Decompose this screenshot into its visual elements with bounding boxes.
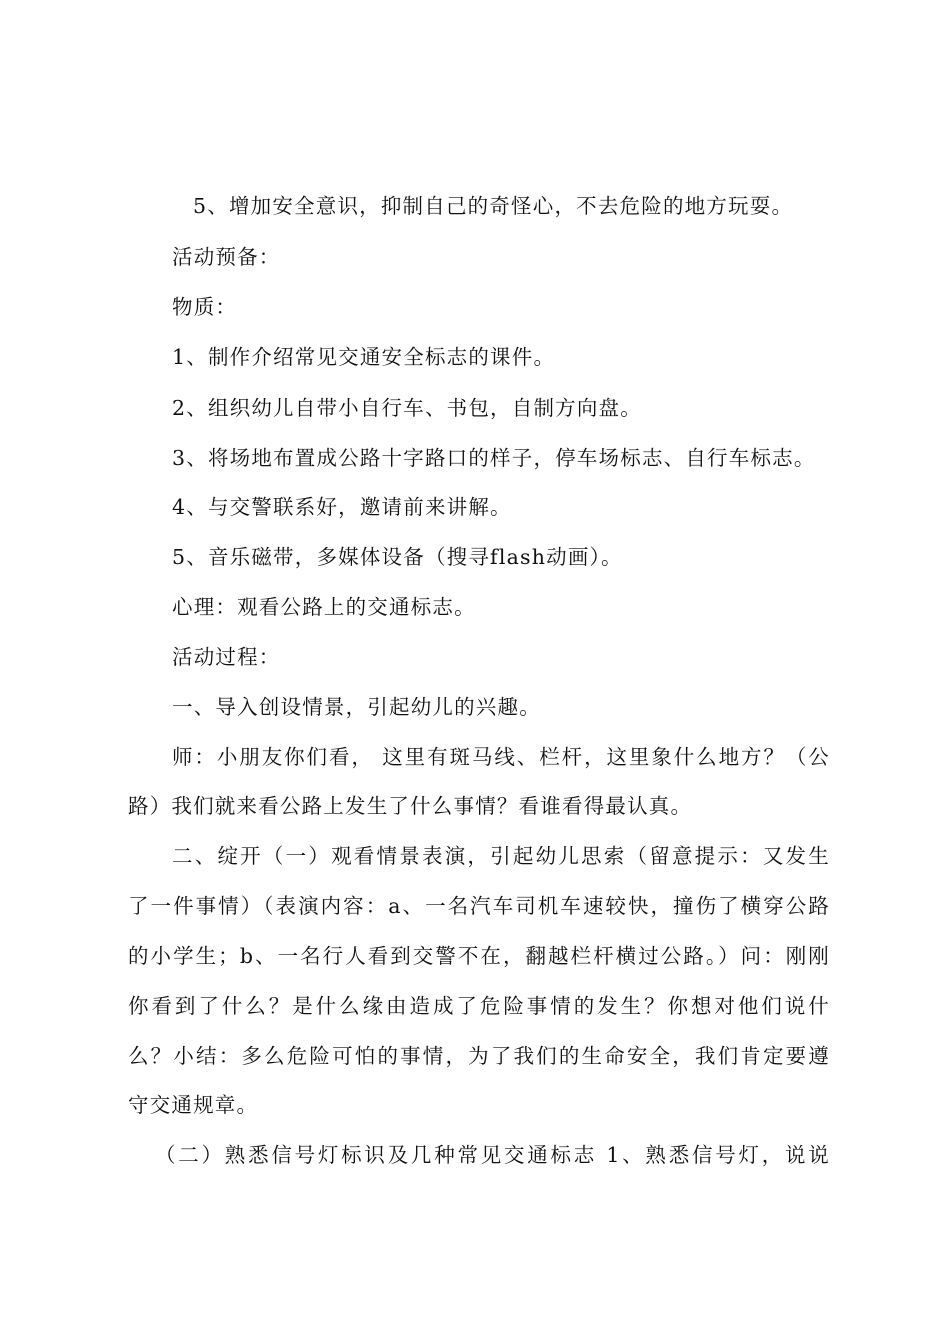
text-line-step-2-a: 二、绽开（一）观看情景表演，引起幼儿思索（留意提示：又发生 <box>172 844 830 868</box>
text-line-teacher-1: 师：小朋友你们看， 这里有斑马线、栏杆，这里象什么地方？（公 <box>172 745 830 769</box>
text-line-process-heading: 活动过程： <box>172 645 281 669</box>
text-line-step-2-f: 守交通规章。 <box>128 1093 259 1117</box>
text-line-step-2-e: 么？小结：多么危险可怕的事情，为了我们的生命安全，我们肯定要遵 <box>128 1044 830 1068</box>
text-line-preparation-heading: 活动预备： <box>172 245 281 269</box>
text-line-step-2-c: 的小学生；b、一名行人看到交警不在，翻越栏杆横过公路。）问：刚刚 <box>128 944 830 968</box>
text-line-objective-5: 5、增加安全意识，抑制自己的奇怪心，不去危险的地方玩耍。 <box>193 194 794 218</box>
text-line-step-2-b: 了一件事情）（表演内容：a、一名汽车司机车速较快，撞伤了横穿公路 <box>128 894 830 918</box>
text-line-materials-heading: 物质： <box>172 295 238 319</box>
text-line-step-2-d: 你看到了什么？是什么缘由造成了危险事情的发生？你想对他们说什 <box>128 994 830 1018</box>
text-line-material-3: 3、将场地布置成公路十字路口的样子，停车场标志、自行车标志。 <box>172 446 816 470</box>
text-line-step-1: 一、导入创设情景，引起幼儿的兴趣。 <box>172 695 541 719</box>
text-line-material-5: 5、音乐磁带，多媒体设备（搜寻flash动画）。 <box>172 545 623 569</box>
text-line-psychology: 心理：观看公路上的交通标志。 <box>172 595 476 619</box>
text-line-material-2: 2、组织幼儿自带小自行车、书包，自制方向盘。 <box>172 396 642 420</box>
text-line-substep-2: （二）熟悉信号灯标识及几种常见交通标志 1、熟悉信号灯，说说 <box>155 1143 830 1167</box>
text-line-teacher-2: 路）我们就来看公路上发生了什么事情？看谁看得最认真。 <box>128 794 693 818</box>
text-line-material-1: 1、制作介绍常见交通安全标志的课件。 <box>172 345 556 369</box>
text-line-material-4: 4、与交警联系好，邀请前来讲解。 <box>172 495 512 519</box>
